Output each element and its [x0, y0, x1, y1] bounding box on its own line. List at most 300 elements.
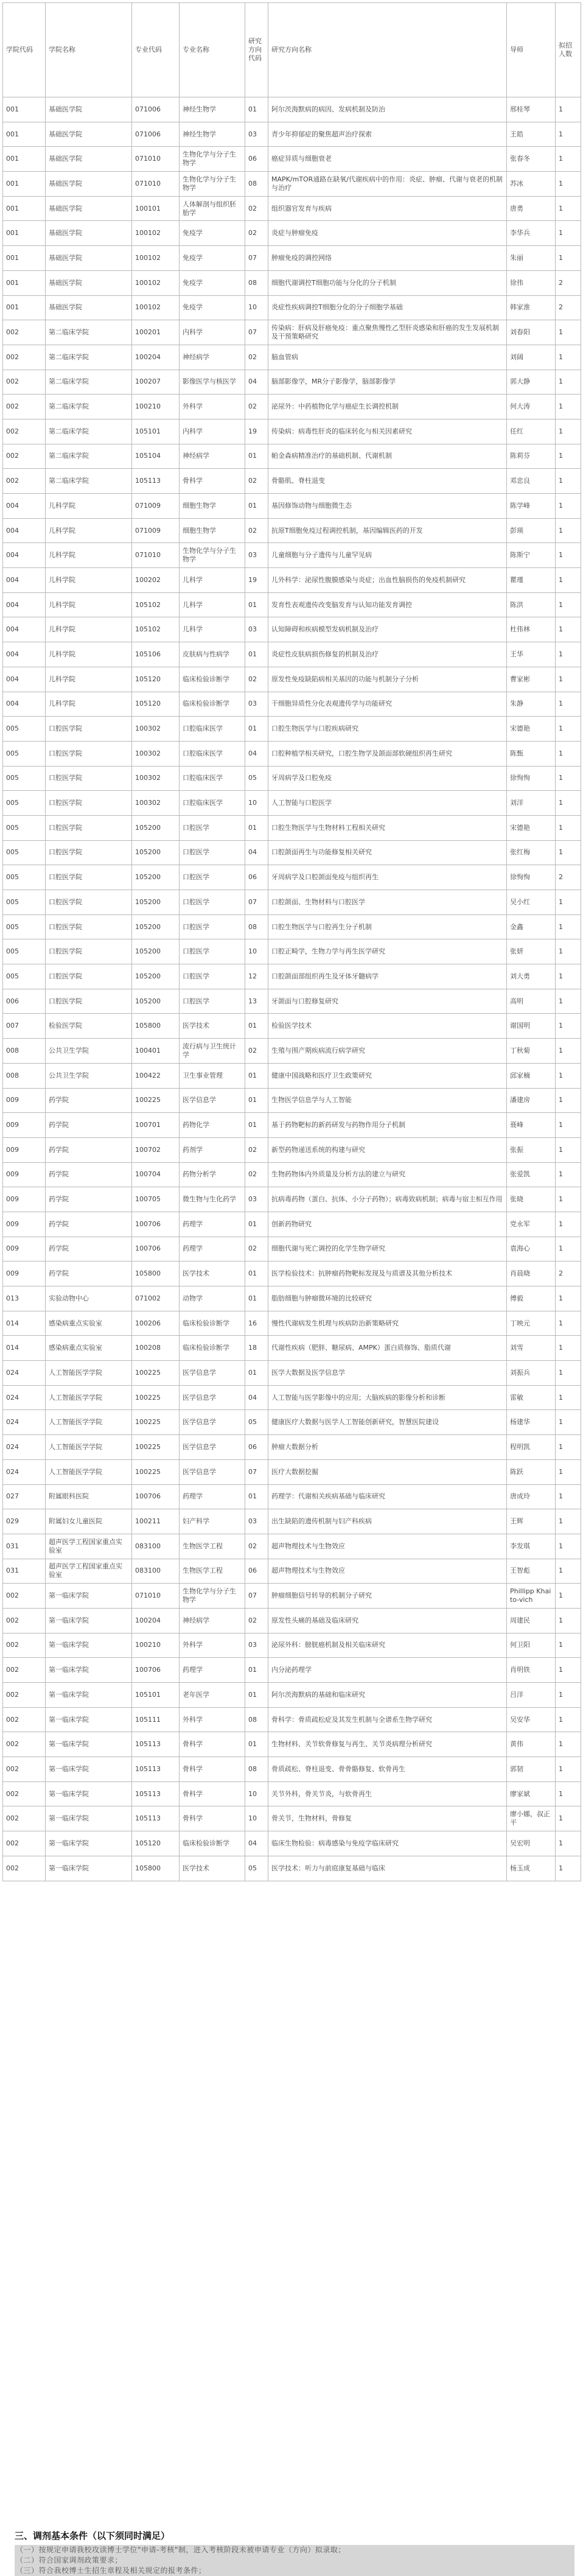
major-code-cell: 105113: [132, 1757, 180, 1782]
supervisor-cell: 邱家楠: [507, 1063, 556, 1088]
supervisor-cell: 陈斯宁: [507, 543, 556, 568]
college-name-cell: 基础医学院: [46, 270, 132, 295]
table-row: [3, 370, 581, 395]
supervisor-cell: 李发琪: [507, 1534, 556, 1559]
table-row: [3, 865, 581, 890]
table-row: [3, 518, 581, 543]
direction-code-cell: 01: [245, 444, 268, 469]
direction-name-cell: 生物材料、关节软骨修复与再生、关节炎病理分析研究: [268, 1732, 507, 1757]
college-code-cell: 004: [3, 518, 46, 543]
direction-name-cell: 口腔颌面部组织再生及牙体牙髓病学: [268, 964, 507, 989]
supervisor-cell: 杨建华: [507, 1410, 556, 1435]
college-name-cell: 感染病重点实验室: [46, 1336, 132, 1361]
major-name-cell: 骨科学: [180, 469, 245, 494]
major-code-cell: 105120: [132, 1831, 180, 1856]
table-row: [3, 469, 581, 494]
table-row: [3, 122, 581, 147]
major-code-cell: 105104: [132, 444, 180, 469]
table-row: [3, 914, 581, 939]
supervisor-cell: 张爱凯: [507, 1162, 556, 1187]
supervisor-cell: 陈莉芬: [507, 444, 556, 469]
college-code-cell: 004: [3, 494, 46, 519]
major-code-cell: 105200: [132, 964, 180, 989]
college-code-cell: 002: [3, 1683, 46, 1708]
table-row: [3, 295, 581, 320]
major-name-cell: 神经病学: [180, 1608, 245, 1633]
college-name-cell: 口腔医学院: [46, 791, 132, 816]
direction-name-cell: 阿尔茨海默病的基础和临床研究: [268, 1683, 507, 1708]
major-name-cell: 临床检验诊断学: [180, 667, 245, 692]
college-name-cell: 第一临床学院: [46, 1806, 132, 1831]
quota-cell: 1: [556, 667, 581, 692]
major-name-cell: 儿科学: [180, 568, 245, 593]
quota-cell: 1: [556, 1732, 581, 1757]
major-name-cell: 临床检验诊断学: [180, 692, 245, 717]
college-name-cell: 第一临床学院: [46, 1757, 132, 1782]
quota-cell: 1: [556, 964, 581, 989]
supervisor-cell: 王皓: [507, 122, 556, 147]
college-code-cell: 002: [3, 1806, 46, 1831]
direction-code-cell: 10: [245, 1781, 268, 1806]
college-code-cell: 024: [3, 1459, 46, 1484]
supervisor-cell: 袁海心: [507, 1237, 556, 1262]
major-name-cell: 药理学: [180, 1484, 245, 1509]
supervisor-cell: 雷敏: [507, 1385, 556, 1410]
college-code-cell: 027: [3, 1484, 46, 1509]
college-code-cell: 002: [3, 419, 46, 444]
supervisor-cell: 韩家淮: [507, 295, 556, 320]
supervisor-cell: 刘春阳: [507, 320, 556, 345]
college-code-cell: 008: [3, 1039, 46, 1064]
direction-name-cell: 基因修饰动物与细胞微生态: [268, 494, 507, 519]
direction-code-cell: 02: [245, 518, 268, 543]
major-code-cell: 100204: [132, 1608, 180, 1633]
major-code-cell: 100704: [132, 1162, 180, 1187]
college-code-cell: 024: [3, 1410, 46, 1435]
quota-cell: 1: [556, 419, 581, 444]
table-row: [3, 964, 581, 989]
direction-name-cell: 口腔生物医学与口腔再生分子机制: [268, 914, 507, 939]
table-row: [3, 692, 581, 717]
direction-code-cell: 02: [245, 196, 268, 221]
supervisor-cell: 丁映元: [507, 1311, 556, 1336]
quota-cell: 1: [556, 1781, 581, 1806]
college-name-cell: 口腔医学院: [46, 964, 132, 989]
direction-name-cell: 检验医学技术: [268, 1014, 507, 1039]
direction-name-cell: 阿尔茨海默病的病因、发病机制及防治: [268, 97, 507, 122]
quota-cell: 1: [556, 890, 581, 915]
college-name-cell: 基础医学院: [46, 221, 132, 246]
table-row: [3, 1385, 581, 1410]
quota-cell: 1: [556, 1088, 581, 1113]
quota-cell: 1: [556, 1584, 581, 1609]
direction-name-cell: 炎症与肿瘤免疫: [268, 221, 507, 246]
direction-code-cell: 01: [245, 1683, 268, 1708]
major-name-cell: 骨科学: [180, 1781, 245, 1806]
direction-name-cell: 细胞代谢与死亡调控的化学生物学研究: [268, 1237, 507, 1262]
table-row: [3, 717, 581, 742]
college-name-cell: 第一临床学院: [46, 1584, 132, 1609]
supervisor-cell: 程明凯: [507, 1435, 556, 1460]
header-quota: 拟招人数: [556, 3, 581, 97]
direction-name-cell: 出生缺陷的遗传机制与妇产科疾病: [268, 1509, 507, 1534]
college-name-cell: 儿科学院: [46, 592, 132, 617]
major-code-cell: 071009: [132, 494, 180, 519]
major-code-cell: 071010: [132, 543, 180, 568]
college-code-cell: 002: [3, 395, 46, 419]
major-code-cell: 100225: [132, 1088, 180, 1113]
table-row: [3, 791, 581, 816]
college-name-cell: 第二临床学院: [46, 320, 132, 345]
direction-name-cell: 传染病：肝病及肝癌免疫：重点聚焦慢性乙型肝炎感染和肝癌的发生发展机制及干预策略研究: [268, 320, 507, 345]
major-name-cell: 外科学: [180, 395, 245, 419]
direction-code-cell: 08: [245, 172, 268, 197]
major-name-cell: 口腔临床医学: [180, 791, 245, 816]
supervisor-cell: 张春冬: [507, 147, 556, 172]
supervisor-cell: 刘阔: [507, 345, 556, 370]
quota-cell: 1: [556, 1014, 581, 1039]
direction-code-cell: 04: [245, 741, 268, 766]
college-name-cell: 第二临床学院: [46, 469, 132, 494]
college-code-cell: 005: [3, 890, 46, 915]
quota-cell: 1: [556, 1361, 581, 1386]
quota-cell: 1: [556, 717, 581, 742]
table-row: [3, 1534, 581, 1559]
quota-cell: 1: [556, 1113, 581, 1138]
supervisor-cell: 高明: [507, 989, 556, 1014]
direction-code-cell: 04: [245, 1831, 268, 1856]
college-name-cell: 儿科学院: [46, 692, 132, 717]
supervisor-cell: 金鑫: [507, 914, 556, 939]
table-row: [3, 1658, 581, 1683]
quota-cell: 2: [556, 865, 581, 890]
college-code-cell: 029: [3, 1509, 46, 1534]
major-name-cell: 儿科学: [180, 592, 245, 617]
college-name-cell: 超声医学工程国家重点实验室: [46, 1534, 132, 1559]
supervisor-cell: 王智彪: [507, 1559, 556, 1584]
quota-cell: 1: [556, 320, 581, 345]
major-code-cell: 100422: [132, 1063, 180, 1088]
direction-code-cell: 01: [245, 1484, 268, 1509]
table-row: [3, 815, 581, 840]
direction-name-cell: 青少年抑郁症的聚焦超声治疗探索: [268, 122, 507, 147]
college-code-cell: 024: [3, 1361, 46, 1386]
direction-code-cell: 01: [245, 1361, 268, 1386]
table-row: [3, 221, 581, 246]
direction-name-cell: 生物医学信息学与人工智能: [268, 1088, 507, 1113]
quota-cell: 1: [556, 494, 581, 519]
direction-code-cell: 01: [245, 717, 268, 742]
major-name-cell: 免疫学: [180, 270, 245, 295]
major-code-cell: 105101: [132, 419, 180, 444]
college-name-cell: 药学院: [46, 1262, 132, 1286]
table-row: [3, 1262, 581, 1286]
direction-name-cell: 超声物理技术与生物效应: [268, 1559, 507, 1584]
major-code-cell: 105200: [132, 865, 180, 890]
major-code-cell: 105120: [132, 667, 180, 692]
direction-code-cell: 04: [245, 370, 268, 395]
college-name-cell: 第一临床学院: [46, 1683, 132, 1708]
direction-name-cell: 细胞代谢调控T细胞功能与分化的分子机制: [268, 270, 507, 295]
college-code-cell: 024: [3, 1435, 46, 1460]
quota-cell: 1: [556, 370, 581, 395]
direction-code-cell: 02: [245, 1608, 268, 1633]
major-name-cell: 药理学: [180, 1212, 245, 1237]
college-code-cell: 002: [3, 320, 46, 345]
direction-name-cell: 骨科学：骨质疏松症及其发生机制与全谱系生物学研究: [268, 1707, 507, 1732]
major-code-cell: 105800: [132, 1262, 180, 1286]
college-name-cell: 人工智能医学学院: [46, 1410, 132, 1435]
direction-code-cell: 07: [245, 1459, 268, 1484]
college-name-cell: 儿科学院: [46, 667, 132, 692]
major-code-cell: 105200: [132, 840, 180, 865]
supervisor-cell: 任红: [507, 419, 556, 444]
table-row: [3, 1707, 581, 1732]
quota-cell: 2: [556, 1262, 581, 1286]
direction-name-cell: 医学大数据及医学信息学: [268, 1361, 507, 1386]
supervisor-cell: 廖家斌: [507, 1781, 556, 1806]
major-code-cell: 100706: [132, 1484, 180, 1509]
college-code-cell: 004: [3, 568, 46, 593]
college-code-cell: 002: [3, 1707, 46, 1732]
major-code-cell: 100706: [132, 1237, 180, 1262]
major-name-cell: 骨科学: [180, 1732, 245, 1757]
direction-code-cell: 10: [245, 791, 268, 816]
college-name-cell: 超声医学工程国家重点实验室: [46, 1559, 132, 1584]
major-code-cell: 071006: [132, 97, 180, 122]
direction-code-cell: 02: [245, 221, 268, 246]
supervisor-cell: 党永军: [507, 1212, 556, 1237]
direction-name-cell: 牙周病学及口腔免疫: [268, 766, 507, 791]
major-name-cell: 人体解剖与组织胚胎学: [180, 196, 245, 221]
direction-name-cell: 泌尿外科：膀胱癌机制及相关临床研究: [268, 1633, 507, 1658]
supervisor-cell: 彭瑛: [507, 518, 556, 543]
college-code-cell: 009: [3, 1187, 46, 1212]
major-code-cell: 100210: [132, 1633, 180, 1658]
supervisor-cell: 张晓: [507, 1187, 556, 1212]
college-code-cell: 014: [3, 1311, 46, 1336]
direction-code-cell: 01: [245, 1088, 268, 1113]
major-name-cell: 外科学: [180, 1707, 245, 1732]
major-name-cell: 免疫学: [180, 295, 245, 320]
table-row: [3, 1459, 581, 1484]
supervisor-cell: 陈洪: [507, 592, 556, 617]
quota-cell: 1: [556, 815, 581, 840]
quota-cell: 1: [556, 914, 581, 939]
quota-cell: 1: [556, 1286, 581, 1311]
quota-cell: 1: [556, 617, 581, 642]
direction-name-cell: 骨骼肌、脊柱退变: [268, 469, 507, 494]
table-row: [3, 1608, 581, 1633]
direction-name-cell: 慢性代谢病发生机理与疾病防治新策略研究: [268, 1311, 507, 1336]
college-name-cell: 第一临床学院: [46, 1608, 132, 1633]
direction-code-cell: 16: [245, 1311, 268, 1336]
college-code-cell: 005: [3, 815, 46, 840]
major-name-cell: 皮肤病与性病学: [180, 642, 245, 667]
supervisor-cell: 张振: [507, 1137, 556, 1162]
quota-cell: 1: [556, 1509, 581, 1534]
direction-name-cell: 帕金森病精准治疗的基础机制、代谢机制: [268, 444, 507, 469]
supervisor-cell: 唐成玲: [507, 1484, 556, 1509]
direction-code-cell: 13: [245, 989, 268, 1014]
direction-code-cell: 03: [245, 543, 268, 568]
supervisor-cell: 朱丽: [507, 246, 556, 271]
direction-name-cell: 脂肪细胞与肿瘤微环境的比较研究: [268, 1286, 507, 1311]
direction-name-cell: 代谢性疾病（肥胖、糖尿病、AMPK）蛋白质修饰、脂质代谢: [268, 1336, 507, 1361]
quota-cell: 1: [556, 1658, 581, 1683]
direction-code-cell: 05: [245, 1410, 268, 1435]
direction-code-cell: 05: [245, 766, 268, 791]
supervisor-cell: 吴宏明: [507, 1831, 556, 1856]
college-code-cell: 004: [3, 667, 46, 692]
college-code-cell: 005: [3, 766, 46, 791]
quota-cell: 1: [556, 172, 581, 197]
college-name-cell: 药学院: [46, 1187, 132, 1212]
major-code-cell: 105113: [132, 1781, 180, 1806]
table-row: [3, 1584, 581, 1609]
supervisor-cell: 杜伟林: [507, 617, 556, 642]
table-row: [3, 1212, 581, 1237]
college-code-cell: 004: [3, 592, 46, 617]
college-name-cell: 第二临床学院: [46, 370, 132, 395]
direction-code-cell: 02: [245, 1137, 268, 1162]
quota-cell: 1: [556, 1385, 581, 1410]
major-name-cell: 口腔医学: [180, 939, 245, 964]
major-name-cell: 医学信息学: [180, 1435, 245, 1460]
quota-cell: 1: [556, 840, 581, 865]
direction-name-cell: 人工智能与口腔医学: [268, 791, 507, 816]
major-code-cell: 083100: [132, 1559, 180, 1584]
major-code-cell: 100102: [132, 270, 180, 295]
major-name-cell: 药物分析学: [180, 1162, 245, 1187]
direction-code-cell: 06: [245, 147, 268, 172]
direction-code-cell: 10: [245, 1806, 268, 1831]
major-name-cell: 医学技术: [180, 1262, 245, 1286]
header-supervisor: 导师: [507, 3, 556, 97]
major-name-cell: 医学信息学: [180, 1410, 245, 1435]
quota-cell: 1: [556, 766, 581, 791]
supervisor-cell: 丁秋菊: [507, 1039, 556, 1064]
college-code-cell: 002: [3, 444, 46, 469]
direction-code-cell: 12: [245, 964, 268, 989]
header-major-code: 专业代码: [132, 3, 180, 97]
table-row: [3, 1856, 581, 1881]
supervisor-cell: 陈跃: [507, 1459, 556, 1484]
table-row: [3, 1633, 581, 1658]
quota-cell: 1: [556, 568, 581, 593]
table-row: [3, 1732, 581, 1757]
direction-code-cell: 02: [245, 1534, 268, 1559]
major-name-cell: 药理学: [180, 1658, 245, 1683]
major-code-cell: 100225: [132, 1435, 180, 1460]
quota-cell: 1: [556, 1683, 581, 1708]
direction-code-cell: 10: [245, 295, 268, 320]
major-name-cell: 临床检验诊断学: [180, 1311, 245, 1336]
major-code-cell: 100302: [132, 766, 180, 791]
college-code-cell: 009: [3, 1237, 46, 1262]
direction-name-cell: 健康医疗大数据与医学人工智能创新研究，智慧医院建设: [268, 1410, 507, 1435]
major-code-cell: 105111: [132, 1707, 180, 1732]
adjustment-conditions-section: [15, 2529, 574, 2576]
major-code-cell: 100706: [132, 1658, 180, 1683]
table-row: [3, 1336, 581, 1361]
major-code-cell: 100207: [132, 370, 180, 395]
direction-name-cell: 脑部影像学，MR分子影像学，脑部影像学: [268, 370, 507, 395]
table-row: [3, 766, 581, 791]
direction-code-cell: 03: [245, 1187, 268, 1212]
table-row: [3, 1484, 581, 1509]
direction-code-cell: 06: [245, 1559, 268, 1584]
college-name-cell: 药学院: [46, 1113, 132, 1138]
direction-code-cell: 03: [245, 122, 268, 147]
college-code-cell: 009: [3, 1212, 46, 1237]
direction-name-cell: 泌尿外：中药植物化学与癌症生长调控机制: [268, 395, 507, 419]
major-code-cell: 105200: [132, 939, 180, 964]
major-code-cell: 100202: [132, 568, 180, 593]
college-name-cell: 药学院: [46, 1137, 132, 1162]
college-code-cell: 002: [3, 345, 46, 370]
direction-name-cell: 骨质疏松、脊柱退变、骨骨骼修复、软骨再生: [268, 1757, 507, 1782]
college-code-cell: 007: [3, 1014, 46, 1039]
major-name-cell: 生物化学与分子生物学: [180, 543, 245, 568]
major-code-cell: 071002: [132, 1286, 180, 1311]
direction-code-cell: 10: [245, 939, 268, 964]
college-name-cell: 儿科学院: [46, 617, 132, 642]
direction-name-cell: 认知障碍和疾病模型发病机制及治疗: [268, 617, 507, 642]
major-code-cell: 100102: [132, 295, 180, 320]
major-code-cell: 071010: [132, 172, 180, 197]
major-code-cell: 071009: [132, 518, 180, 543]
direction-name-cell: MAPK/mTOR通路在缺氧/代谢疾病中的作用：炎症、肿瘤、代谢与衰老的机制与治疗: [268, 172, 507, 197]
quota-cell: 1: [556, 345, 581, 370]
major-code-cell: 105800: [132, 1856, 180, 1881]
college-name-cell: 第一临床学院: [46, 1707, 132, 1732]
major-code-cell: 100705: [132, 1187, 180, 1212]
college-name-cell: 基础医学院: [46, 172, 132, 197]
college-code-cell: 013: [3, 1286, 46, 1311]
major-code-cell: 071010: [132, 147, 180, 172]
direction-name-cell: 健康中国战略和医疗卫生政策研究: [268, 1063, 507, 1088]
college-code-cell: 001: [3, 196, 46, 221]
supervisor-cell: 聂峰: [507, 1113, 556, 1138]
college-name-cell: 儿科学院: [46, 494, 132, 519]
quota-cell: 1: [556, 1856, 581, 1881]
supervisor-cell: 唐勇: [507, 196, 556, 221]
college-name-cell: 附属眼科医院: [46, 1484, 132, 1509]
major-name-cell: 内科学: [180, 320, 245, 345]
major-code-cell: 071010: [132, 1584, 180, 1609]
quota-cell: 1: [556, 518, 581, 543]
major-code-cell: 100204: [132, 345, 180, 370]
direction-name-cell: 创新药物研究: [268, 1212, 507, 1237]
direction-code-cell: 01: [245, 97, 268, 122]
major-name-cell: 微生物与生化药学: [180, 1187, 245, 1212]
college-code-cell: 002: [3, 1831, 46, 1856]
major-name-cell: 口腔临床医学: [180, 717, 245, 742]
major-name-cell: 流行病与卫生统计学: [180, 1039, 245, 1064]
college-name-cell: 感染病重点实验室: [46, 1311, 132, 1336]
major-name-cell: 神经生物学: [180, 97, 245, 122]
supervisor-cell: 何大涛: [507, 395, 556, 419]
quota-cell: 1: [556, 939, 581, 964]
college-name-cell: 实验动物中心: [46, 1286, 132, 1311]
major-name-cell: 免疫学: [180, 221, 245, 246]
major-name-cell: 生物医学工程: [180, 1559, 245, 1584]
direction-code-cell: 18: [245, 1336, 268, 1361]
major-code-cell: 100225: [132, 1459, 180, 1484]
header-direction-name: 研究方向名称: [268, 3, 507, 97]
direction-code-cell: 05: [245, 1856, 268, 1881]
